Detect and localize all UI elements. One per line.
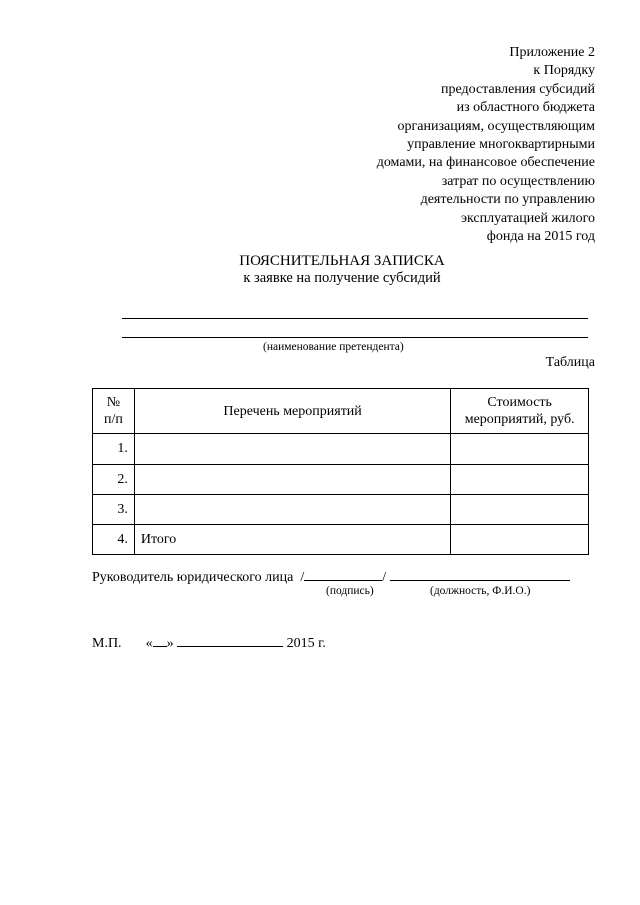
header-line: к Порядку: [533, 63, 595, 79]
header-cost-line2: мероприятий, руб.: [464, 412, 575, 427]
header-line: управление многоквартирными: [407, 137, 595, 153]
appendix-header: [295, 44, 595, 246]
quote-open: «: [145, 636, 153, 651]
row-num: 2.: [93, 465, 135, 495]
applicant-name-line-1[interactable]: [122, 318, 588, 319]
row-num: 3.: [93, 495, 135, 525]
header-line: Приложение 2: [509, 45, 595, 60]
header-list: Перечень мероприятий: [134, 389, 450, 434]
day-field[interactable]: [153, 632, 167, 647]
row-cost-total[interactable]: [451, 525, 589, 555]
header-line: из областного бюджета: [456, 100, 595, 116]
row-num: 1.: [93, 434, 135, 465]
row-name[interactable]: [134, 465, 450, 495]
header-line: организациям, осуществляющим: [397, 118, 595, 134]
header-line: фонда на 2015 год: [486, 229, 595, 245]
row-name[interactable]: [134, 434, 450, 465]
table-caption: Таблица: [545, 355, 595, 370]
month-field[interactable]: [177, 632, 283, 647]
row-name-total: Итого: [134, 525, 450, 555]
header-num-line1: №: [106, 395, 121, 410]
header-num-line2: п/п: [103, 412, 123, 427]
header-cost: [451, 389, 589, 434]
applicant-caption: (наименование претендента): [263, 341, 404, 353]
position-name-field[interactable]: [390, 566, 570, 581]
header-line: деятельности по управлению: [420, 192, 595, 208]
document-title: [0, 253, 640, 287]
header-num: [93, 389, 135, 434]
slash-close: /: [382, 570, 387, 585]
stamp-label: М.П.: [92, 636, 122, 651]
year-label: 2015 г.: [286, 636, 326, 651]
title-sub: к заявке на получение субсидий: [243, 270, 441, 286]
header-line: затрат по осуществлению: [441, 173, 595, 189]
quote-close: »: [166, 636, 174, 651]
header-line: эксплуатацией жилого: [460, 210, 595, 226]
applicant-name-line-2[interactable]: [122, 337, 588, 338]
row-cost[interactable]: [451, 495, 589, 525]
header-cost-line1: Стоимость: [487, 395, 552, 410]
title-main: ПОЯСНИТЕЛЬНАЯ ЗАПИСКА: [239, 253, 445, 269]
caption-position: (должность, Ф.И.О.): [430, 585, 531, 597]
signature-line: [92, 566, 570, 586]
row-cost[interactable]: [451, 434, 589, 465]
stamp-date-line: [92, 632, 326, 652]
caption-signature: (подпись): [326, 585, 374, 597]
row-cost[interactable]: [451, 465, 589, 495]
table-header-row: [93, 389, 589, 434]
table-row-total: [93, 525, 589, 555]
table-row: [93, 465, 589, 495]
table-row: [93, 495, 589, 525]
table-row: [93, 434, 589, 465]
activities-table: [92, 388, 589, 555]
header-line: предоставления субсидий: [440, 81, 595, 97]
row-num: 4.: [93, 525, 135, 555]
signature-field[interactable]: [304, 566, 382, 581]
signature-label: Руководитель юридического лица: [92, 570, 294, 585]
header-line: домами, на финансовое обеспечение: [376, 155, 595, 171]
slash-open: /: [300, 570, 305, 585]
row-name[interactable]: [134, 495, 450, 525]
